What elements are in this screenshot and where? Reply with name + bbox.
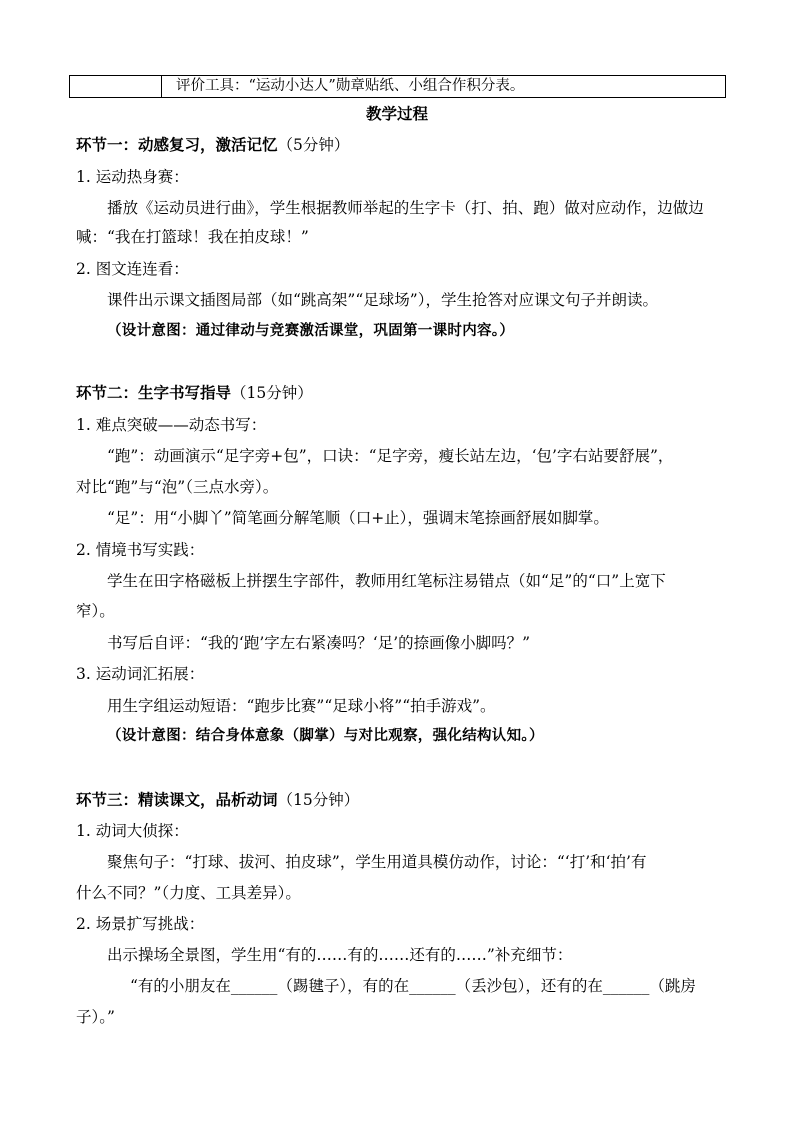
section1-item1-title: 1. 运动热身赛：: [76, 168, 189, 186]
section3-item1-title: 1. 动词大侦探：: [76, 822, 189, 840]
section1-item2-body: 课件出示课文插图局部（如“跳高架”“足球场”），学生抢答对应课文句子并朗读。: [107, 291, 658, 309]
section3-time: （15分钟）: [277, 791, 360, 809]
section2-design-note: （设计意图：结合身体意象（脚掌）与对比观察，强化结构认知。）: [107, 727, 544, 744]
section1-item1-body-line1: 播放《运动员进行曲》，学生根据教师举起的生字卡（打、拍、跑）做对应动作，边做边: [107, 199, 704, 217]
section2-item2-self-eval: 书写后自评：“我的‘跑’字左右紧凑吗？‘足’的捺画像小脚吗？”: [107, 634, 531, 652]
evaluation-table: [69, 75, 726, 98]
section2-heading: 环节二：生字书写指导: [76, 383, 232, 402]
evaluation-table-label-cell: [70, 76, 162, 98]
section3-item1-body-line2: 什么不同？”（力度、工具差异）。: [76, 884, 301, 902]
section2-item2-title: 2. 情境书写实践：: [76, 541, 205, 559]
section3-example-line1: “有的小朋友在______（踢毽子），有的在______（丢沙包），还有的在______（跳房: [130, 977, 696, 995]
section2-item2-body-line1: 学生在田字格磁板上拼摆生字部件，教师用红笔标注易错点（如“足”的“口”上宽下: [107, 572, 666, 590]
section2-item2-body-line2: 窄）。: [76, 602, 115, 620]
section3-heading: 环节三：精读课文，品析动词: [76, 790, 278, 809]
teaching-process-title: 教学过程: [365, 104, 428, 123]
evaluation-tools-text: 评价工具：“运动小达人”勋章贴纸、小组合作积分表。: [162, 76, 726, 98]
section3-example-line2: 子）。”: [76, 1008, 115, 1026]
section2-time: （15分钟）: [231, 384, 313, 402]
section1-heading: 环节一：动感复习，激活记忆: [76, 135, 278, 154]
section1-item2-title: 2. 图文连连看：: [76, 260, 189, 278]
section2-zu-line: “足”：用“小脚丫”简笔画分解笔顺（口+止），强调末笔捺画舒展如脚掌。: [107, 509, 609, 527]
section2-item3-body: 用生字组运动短语：“跑步比赛”“足球小将”“拍手游戏”。: [107, 697, 496, 715]
section2-item3-title: 3. 运动词汇拓展：: [76, 665, 205, 683]
section3-item2-body: 出示操场全景图，学生用“有的……有的……还有的……”补充细节：: [107, 946, 573, 964]
section3-item1-body-line1: 聚焦句子：“打球、拔河、拍皮球”，学生用道具模仿动作，讨论：“‘打’和‘拍’有: [107, 853, 647, 871]
section1-design-note: （设计意图：通过律动与竞赛激活课堂，巩固第一课时内容。）: [107, 322, 515, 339]
section2-pao-line2: 对比“跑”与“泡”（三点水旁）。: [76, 478, 279, 496]
section1-header: [76, 134, 349, 156]
section3-item2-title: 2. 场景扩写挑战：: [76, 915, 205, 933]
section2-header: [76, 382, 313, 404]
section2-pao-line1: “跑”：动画演示“足字旁+包”，口诀：“足字旁，瘦长站左边，‘包’字右站要舒展”，: [107, 447, 674, 465]
section1-time: （5分钟）: [277, 136, 350, 154]
section3-header: [76, 789, 359, 811]
section2-item1-title: 1. 难点突破——动态书写：: [76, 416, 267, 434]
section1-item1-body-line2: 喊：“我在打篮球！我在拍皮球！”: [76, 228, 309, 246]
